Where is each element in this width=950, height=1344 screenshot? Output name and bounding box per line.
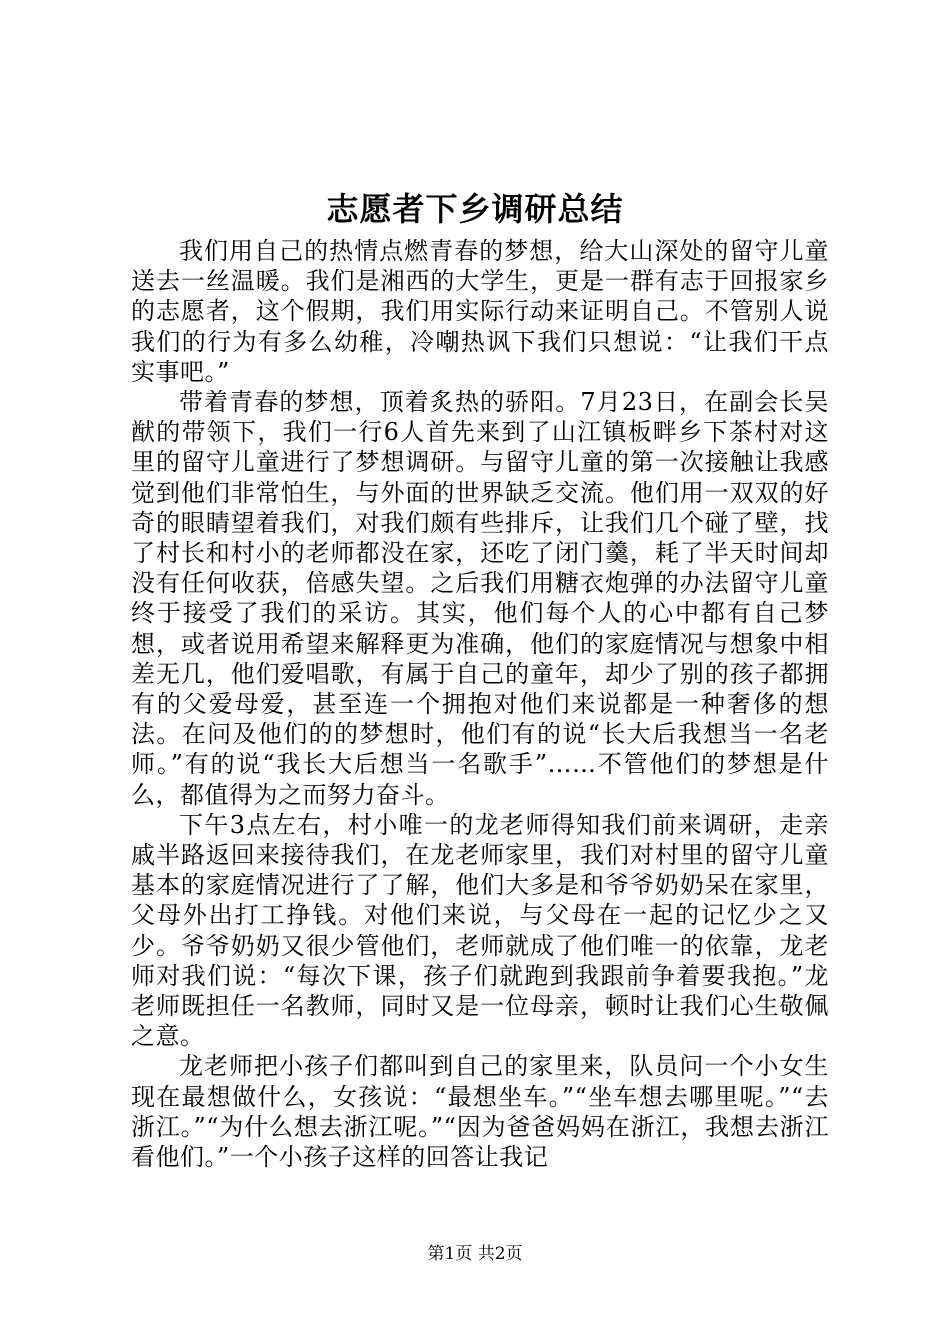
paragraph: 我们用自己的热情点燃青春的梦想，给大山深处的留守儿童送去一丝温暖。我们是湘西的大学生，更是一群有志于回报家乡的志愿者，这个假期，我们用实际行动来证明自己。不管别人说我们的行为有多么幼稚，冷嘲热讽下我们只想说：“让我们干点实事吧。” bbox=[131, 237, 829, 386]
page-number-footer: 第1页 共2页 bbox=[427, 1244, 523, 1264]
document-title: 志愿者下乡调研总结 bbox=[326, 190, 624, 228]
paragraph: 龙老师把小孩子们都叫到自己的家里来，队员问一个小女生现在最想做什么，女孩说：“最想坐车。”“坐车想去哪里呢。”“去浙江。”“为什么想去浙江呢。”“因为爸爸妈妈在浙江，我想去浙江看他们。”一个小孩子这样的回答让我记 bbox=[131, 1052, 829, 1172]
paragraph: 下午3点左右，村小唯一的龙老师得知我们前来调研，走亲戚半路返回来接待我们，在龙老师家里，我们对村里的留守儿童基本的家庭情况进行了了解，他们大多是和爷爷奶奶呆在家里，父母外出打工挣钱。对他们来说，与父母在一起的记忆少之又少。爷爷奶奶又很少管他们，老师就成了他们唯一的依靠，龙老师对我们说：“每次下课，孩子们就跑到我跟前争着要我抱。”龙老师既担任一名教师，同时又是一位母亲，顿时让我们心生敬佩之意。 bbox=[131, 810, 829, 1051]
paragraph: 带着青春的梦想，顶着炙热的骄阳。7月23日，在副会长吴猷的带领下，我们一行6人首先来到了山江镇板畔乡下茶村对这里的留守儿童进行了梦想调研。与留守儿童的第一次接触让我感觉到他们非常怕生，与外面的世界缺乏交流。他们用一双双的好奇的眼睛望着我们，对我们颇有些排斥，让我们几个碰了壁，找了村长和村小的老师都没在家，还吃了闭门羹，耗了半天时间却没有任何收获，倍感失望。之后我们用糖衣炮弹的办法留守儿童终于接受了我们的采访。其实，他们每个人的心中都有自己梦想，或者说用希望来解释更为准确，他们的家庭情况与想象中相差无几，他们爱唱歌，有属于自己的童年，却少了别的孩子都拥有的父爱母爱，甚至连一个拥抱对他们来说都是一种奢侈的想法。在问及他们的的梦想时，他们有的说“长大后我想当一名老师。”有的说“我长大后想当一名歌手”……不管他们的梦想是什么，都值得为之而努力奋斗。 bbox=[131, 388, 829, 809]
document-body bbox=[131, 236, 829, 1172]
